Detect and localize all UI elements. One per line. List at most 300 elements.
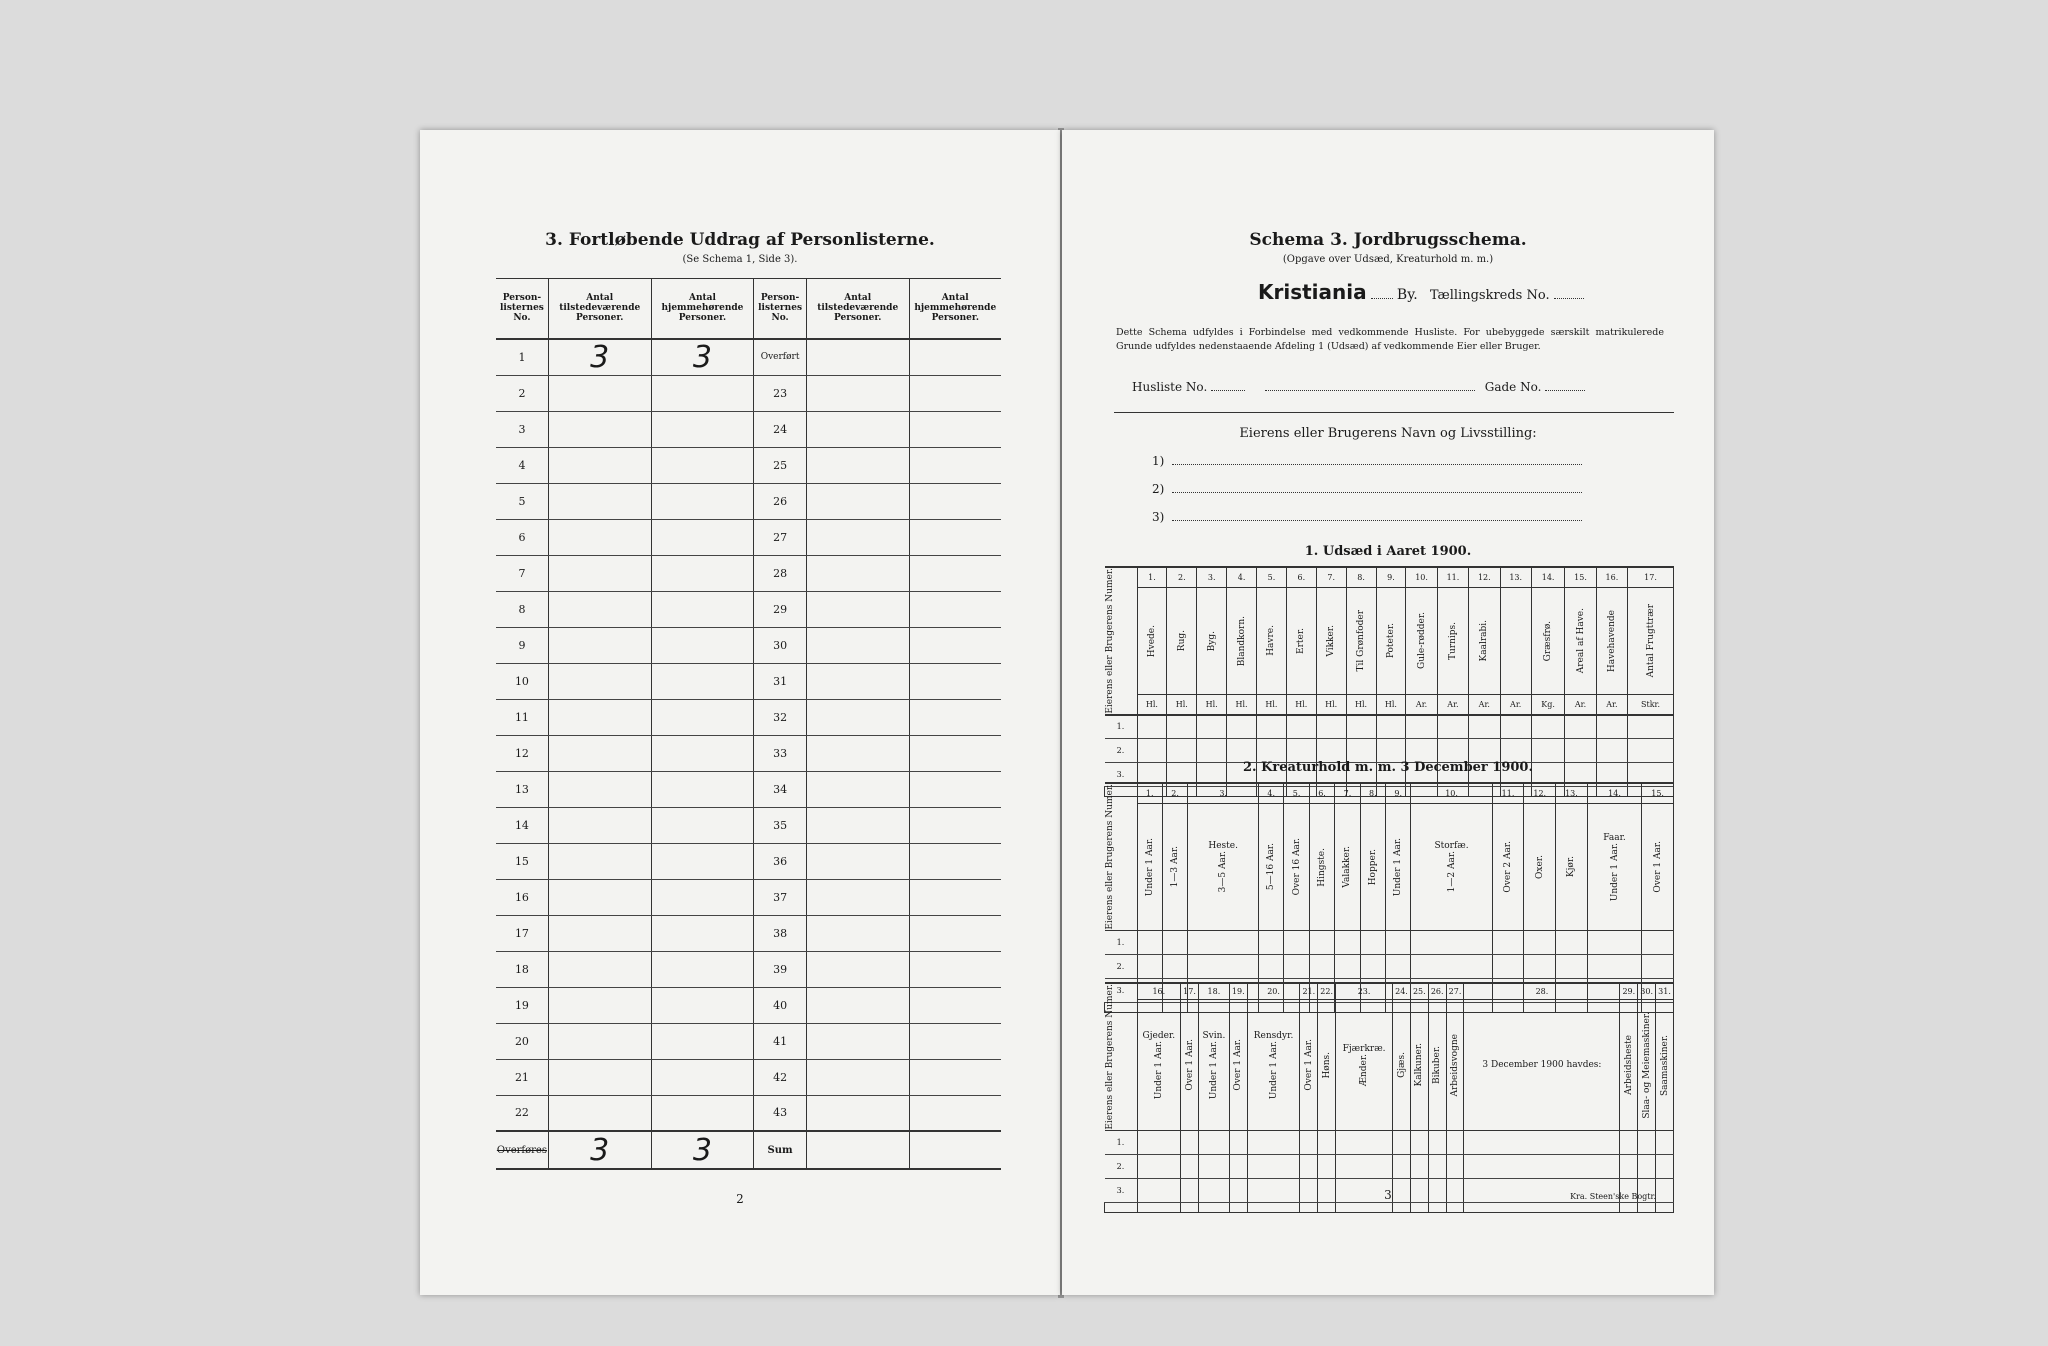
right-page (1062, 130, 1714, 1295)
person-no: 11 (496, 699, 548, 735)
column-label: Gule-rødder. (1406, 587, 1437, 694)
livestock-table-2 (1104, 982, 1674, 1213)
cell (1335, 954, 1360, 978)
column-number: 26. (1428, 983, 1446, 1000)
cell (1656, 1154, 1674, 1178)
cell (1410, 1130, 1428, 1154)
unit-label: Ar. (1596, 694, 1627, 714)
table-row (496, 483, 1001, 519)
table-row (496, 663, 1001, 699)
present-count (806, 807, 909, 843)
column-label: Kjør. (1556, 804, 1588, 931)
column-number: 27. (1446, 983, 1464, 1000)
section1-title: 1. Udsæd i Aaret 1900. (1304, 544, 1472, 559)
cell (1300, 1154, 1318, 1178)
column-label: Under 1 Aar. (1137, 804, 1162, 931)
cell (1257, 715, 1287, 739)
column-number-row (1105, 983, 1674, 1000)
present-count (806, 1059, 909, 1095)
present-count (548, 1095, 651, 1131)
column-label: Gjeder. Under 1 Aar. (1137, 1000, 1181, 1130)
resident-count (909, 339, 1001, 376)
column-number: 14. (1587, 783, 1641, 804)
table-row (496, 699, 1001, 735)
cell (1300, 1130, 1318, 1154)
cell (1411, 930, 1492, 954)
column-number: 6. (1286, 567, 1316, 587)
group-heading: 3 December 1900 havdes: (1482, 1060, 1602, 1071)
owner-number-label: Eierens eller Brugerens Numer. (1104, 568, 1115, 714)
resident-count (651, 951, 754, 987)
column-label: Arbeidsvogne (1446, 1000, 1464, 1130)
person-no: 36 (754, 843, 807, 879)
column-label: Hvede. (1137, 587, 1167, 694)
person-no: 28 (754, 555, 807, 591)
column-number: 5. (1284, 783, 1309, 804)
column-label: Valakker. (1335, 804, 1360, 931)
cell (1336, 1130, 1393, 1154)
present-count (806, 663, 909, 699)
present-count (548, 915, 651, 951)
row-number: 3. (1105, 1178, 1138, 1202)
cell (1198, 1154, 1229, 1178)
row-number: 3. (1105, 978, 1138, 1002)
column-label: Over 2 Aar. (1492, 804, 1524, 931)
cell (1247, 1154, 1300, 1178)
resident-count (909, 663, 1001, 699)
left-title: 3. Fortløbende Uddrag af Personlisterne. (545, 230, 935, 250)
column-number-row (1105, 783, 1674, 804)
person-no: 5 (496, 483, 548, 519)
carried-forward-label: Overføres (496, 1131, 548, 1169)
present-count (548, 807, 651, 843)
column-number: 4. (1259, 783, 1284, 804)
table-row (496, 447, 1001, 483)
resident-count (909, 951, 1001, 987)
unit-label: Stkr. (1628, 694, 1674, 714)
column-label: Hopper. (1360, 804, 1385, 931)
group-heading: Faar. (1603, 832, 1626, 843)
city-name: Kristiania (1258, 280, 1367, 304)
column-label: Oxer. (1524, 804, 1556, 931)
person-no: 38 (754, 915, 807, 951)
resident-count (909, 987, 1001, 1023)
column-label: 1—3 Aar. (1162, 804, 1187, 931)
person-no: 4 (496, 447, 548, 483)
column-number: 2. (1167, 567, 1197, 587)
present-count (548, 375, 651, 411)
unit-label: Hl. (1137, 694, 1167, 714)
cell (1316, 715, 1346, 739)
resident-count (909, 555, 1001, 591)
present-count (548, 663, 651, 699)
cell (1656, 1130, 1674, 1154)
present-count (548, 411, 651, 447)
column-number: 13. (1500, 567, 1531, 587)
resident-count (651, 519, 754, 555)
table-row (496, 339, 1001, 376)
resident-count (909, 411, 1001, 447)
present-count (548, 1059, 651, 1095)
right-title: Schema 3. Jordbrugsschema. (1249, 230, 1527, 250)
person-no: 20 (496, 1023, 548, 1059)
cell (1464, 1154, 1620, 1178)
column-number: 11. (1492, 783, 1524, 804)
cell (1137, 930, 1162, 954)
table-tail (1105, 1202, 1674, 1212)
cell (1162, 930, 1187, 954)
unit-label: Hl. (1227, 694, 1257, 714)
present-count (806, 879, 909, 915)
column-label (1464, 1000, 1620, 1130)
header-resident-2: Antal hjemmehørende Personer. (909, 279, 1001, 339)
column-number: 4. (1227, 567, 1257, 587)
unit-label: Ar. (1406, 694, 1437, 714)
column-label: Erter. (1286, 587, 1316, 694)
column-label: 5—16 Aar. (1259, 804, 1284, 931)
person-no: 30 (754, 627, 807, 663)
column-label (1500, 587, 1531, 694)
cell (1336, 1154, 1393, 1178)
group-heading: Gjeder. (1142, 1030, 1176, 1041)
present-count (548, 843, 651, 879)
present-count (806, 1095, 909, 1131)
person-no: 12 (496, 735, 548, 771)
present-count (548, 951, 651, 987)
resident-count (909, 1095, 1001, 1131)
table-row (496, 879, 1001, 915)
table-row (496, 519, 1001, 555)
resident-count (909, 699, 1001, 735)
cell (1406, 715, 1437, 739)
column-number: 8. (1346, 567, 1376, 587)
person-no: 21 (496, 1059, 548, 1095)
person-no: Overført (754, 339, 807, 376)
cell (1229, 1154, 1247, 1178)
table-row (1105, 1154, 1674, 1178)
table-footer-row (496, 1131, 1001, 1169)
cell (1386, 930, 1411, 954)
cell (1642, 930, 1674, 954)
person-no: 16 (496, 879, 548, 915)
resident-total-2 (909, 1131, 1001, 1169)
unit-label: Ar. (1469, 694, 1500, 714)
column-label: Kalkuner. (1410, 1000, 1428, 1130)
cell (1286, 715, 1316, 739)
column-number: 9. (1386, 783, 1411, 804)
husliste-line (1132, 380, 1672, 394)
person-no: 14 (496, 807, 548, 843)
left-page-number: 2 (736, 1192, 744, 1206)
unit-label: Hl. (1286, 694, 1316, 714)
column-number: 14. (1531, 567, 1564, 587)
resident-count (909, 591, 1001, 627)
owner-number-column (1105, 567, 1138, 715)
owner-number-column (1105, 783, 1138, 930)
cell (1229, 1130, 1247, 1154)
person-no: 40 (754, 987, 807, 1023)
column-label: Vikker. (1316, 587, 1346, 694)
cell (1524, 954, 1556, 978)
person-no: 17 (496, 915, 548, 951)
person-no: 23 (754, 375, 807, 411)
cell (1198, 1130, 1229, 1154)
table-row (1105, 954, 1674, 978)
present-count (806, 375, 909, 411)
column-number: 16. (1596, 567, 1627, 587)
row-number: 2. (1105, 1154, 1138, 1178)
present-count (548, 879, 651, 915)
person-no: 13 (496, 771, 548, 807)
cell (1437, 715, 1468, 739)
table-row (496, 735, 1001, 771)
present-count (806, 483, 909, 519)
right-page-number: 3 (1384, 1188, 1392, 1202)
cell (1227, 715, 1257, 739)
kreds-label: Tællingskreds No. (1429, 288, 1550, 303)
column-number: 17. (1181, 983, 1199, 1000)
cell (1335, 930, 1360, 954)
header-present-2: Antal tilstedeværende Personer. (806, 279, 909, 339)
resident-count (651, 879, 754, 915)
owner-line: 2) (1152, 482, 1582, 510)
table-row (496, 555, 1001, 591)
person-no: 15 (496, 843, 548, 879)
resident-count (651, 1059, 754, 1095)
person-no: 35 (754, 807, 807, 843)
column-label: Arbeidsheste (1620, 1000, 1638, 1130)
cell (1393, 1130, 1411, 1154)
unit-label: Hl. (1167, 694, 1197, 714)
resident-count (651, 735, 754, 771)
cell (1137, 715, 1167, 739)
resident-count (909, 375, 1001, 411)
cell (1556, 954, 1588, 978)
left-page (420, 130, 1060, 1295)
person-no: 32 (754, 699, 807, 735)
person-no: 1 (496, 339, 548, 376)
present-count (806, 519, 909, 555)
person-no: 27 (754, 519, 807, 555)
column-label: Gjæs. (1393, 1000, 1411, 1130)
cell (1318, 1154, 1336, 1178)
column-label: Kaalrabi. (1469, 587, 1500, 694)
person-no: 6 (496, 519, 548, 555)
cell (1309, 954, 1334, 978)
group-heading: Rensdyr. (1253, 1030, 1294, 1041)
unit-label: Kg. (1531, 694, 1564, 714)
present-count (548, 555, 651, 591)
owner-number-column (1105, 983, 1138, 1130)
cell (1188, 954, 1259, 978)
column-number: 30. (1638, 983, 1656, 1000)
cell (1259, 930, 1284, 954)
person-no: 18 (496, 951, 548, 987)
sum-label: Sum (754, 1131, 807, 1169)
resident-count (651, 699, 754, 735)
table-row (496, 807, 1001, 843)
resident-count (909, 843, 1001, 879)
cell (1181, 1154, 1199, 1178)
column-label: Over 1 Aar. (1300, 1000, 1318, 1130)
resident-count: 3 (651, 339, 754, 376)
column-number: 17. (1628, 567, 1674, 587)
column-number: 10. (1406, 567, 1437, 587)
cell (1410, 1154, 1428, 1178)
column-label-row (1105, 1000, 1674, 1130)
city-line (1258, 280, 1584, 304)
resident-count (909, 519, 1001, 555)
person-no: 25 (754, 447, 807, 483)
column-number: 31. (1656, 983, 1674, 1000)
present-count (548, 591, 651, 627)
present-count (806, 951, 909, 987)
resident-count (909, 1023, 1001, 1059)
cell (1360, 954, 1385, 978)
header-person-no-2: Person-listernes No. (754, 279, 807, 339)
by-label: By. (1396, 287, 1418, 303)
cell (1620, 1130, 1638, 1154)
column-number: 19. (1229, 983, 1247, 1000)
cell (1137, 1154, 1181, 1178)
cell (1596, 715, 1627, 739)
column-number: 9. (1376, 567, 1406, 587)
column-label: Hingste. (1309, 804, 1334, 931)
unit-label: Ar. (1500, 694, 1531, 714)
table-row (496, 1023, 1001, 1059)
unit-label: Hl. (1257, 694, 1287, 714)
row-number: 1. (1105, 930, 1138, 954)
cell (1556, 930, 1588, 954)
column-label: Rug. (1167, 587, 1197, 694)
person-no: 19 (496, 987, 548, 1023)
resident-count (909, 807, 1001, 843)
present-count (806, 843, 909, 879)
cell (1162, 954, 1187, 978)
person-no: 39 (754, 951, 807, 987)
column-number: 28. (1464, 983, 1620, 1000)
cell (1393, 1154, 1411, 1178)
table-row (496, 951, 1001, 987)
cell (1620, 1154, 1638, 1178)
person-no: 41 (754, 1023, 807, 1059)
column-number: 15. (1565, 567, 1596, 587)
cell (1309, 930, 1334, 954)
person-no: 31 (754, 663, 807, 699)
header-present-1: Antal tilstedeværende Personer. (548, 279, 651, 339)
present-count (548, 771, 651, 807)
present-count (806, 771, 909, 807)
gade-label: Gade No. (1484, 380, 1542, 394)
cell (1531, 715, 1564, 739)
unit-row (1105, 694, 1674, 714)
owner-number-label: Eierens eller Brugerens Numer. (1104, 984, 1115, 1130)
unit-label: Ar. (1437, 694, 1468, 714)
resident-count (651, 447, 754, 483)
group-heading: Storfæ. (1434, 841, 1469, 852)
livestock-table (1104, 782, 1674, 1013)
present-count (806, 699, 909, 735)
resident-count (651, 843, 754, 879)
column-number: 7. (1335, 783, 1360, 804)
column-number: 12. (1524, 783, 1556, 804)
column-label: Blandkorn. (1227, 587, 1257, 694)
column-number: 1. (1137, 783, 1162, 804)
person-no: 22 (496, 1095, 548, 1131)
table-row (496, 1059, 1001, 1095)
column-label: Havehavende (1596, 587, 1627, 694)
table-row (1105, 1130, 1674, 1154)
person-extract-table (496, 278, 1001, 1170)
column-number: 11. (1437, 567, 1468, 587)
column-label: Slaa- og Meiemaskiner. (1638, 1000, 1656, 1130)
column-number: 10. (1411, 783, 1492, 804)
column-number: 8. (1360, 783, 1385, 804)
resident-count (651, 483, 754, 519)
resident-count (909, 447, 1001, 483)
group-heading: Svin. (1202, 1030, 1226, 1041)
present-count (548, 699, 651, 735)
present-count (548, 735, 651, 771)
column-number: 23. (1336, 983, 1393, 1000)
table-row (496, 987, 1001, 1023)
column-label: Til Grønfoder (1346, 587, 1376, 694)
resident-count (651, 1095, 754, 1131)
owner-lines (1152, 454, 1582, 538)
cell (1188, 930, 1259, 954)
cell (1137, 954, 1162, 978)
present-count (806, 339, 909, 376)
resident-total: 3 (651, 1131, 754, 1169)
resident-count (909, 879, 1001, 915)
column-label: Over 16 Aar. (1284, 804, 1309, 931)
unit-label: Hl. (1197, 694, 1227, 714)
column-label-row (1105, 587, 1674, 694)
table-row (1105, 930, 1674, 954)
resident-count (909, 735, 1001, 771)
cell (1565, 715, 1596, 739)
person-no: 7 (496, 555, 548, 591)
present-total: 3 (548, 1131, 651, 1169)
table-row (496, 591, 1001, 627)
column-number: 25. (1410, 983, 1428, 1000)
cell (1247, 1130, 1300, 1154)
owner-number-label: Eierens eller Brugerens Numer. (1104, 784, 1115, 930)
cell (1524, 930, 1556, 954)
present-count (806, 591, 909, 627)
resident-count (651, 591, 754, 627)
column-label: Heste. 3—5 Aar. (1188, 804, 1259, 931)
resident-count (651, 627, 754, 663)
cell (1628, 715, 1674, 739)
column-number: 15. (1642, 783, 1674, 804)
unit-label: Hl. (1376, 694, 1406, 714)
cell (1492, 954, 1524, 978)
group-heading: Heste. (1208, 841, 1238, 852)
column-number: 18. (1198, 983, 1229, 1000)
present-count (548, 483, 651, 519)
cell (1464, 1130, 1620, 1154)
row-number: 3. (1105, 763, 1138, 787)
column-label: Havre. (1257, 587, 1287, 694)
resident-count (909, 1059, 1001, 1095)
column-number: 13. (1556, 783, 1588, 804)
cell (1492, 930, 1524, 954)
instructions: Dette Schema udfyldes i Forbindelse med vedkommende Husliste. For ubebyggede særskilt matrikulerede Grunde udfyldes nedenstaaende Afdeling 1 (Udsæd) af vedkommende Eier eller Bruger. (1116, 327, 1664, 352)
column-label: Over 1 Aar. (1229, 1000, 1247, 1130)
resident-count (651, 987, 754, 1023)
column-label: Over 1 Aar. (1642, 804, 1674, 931)
